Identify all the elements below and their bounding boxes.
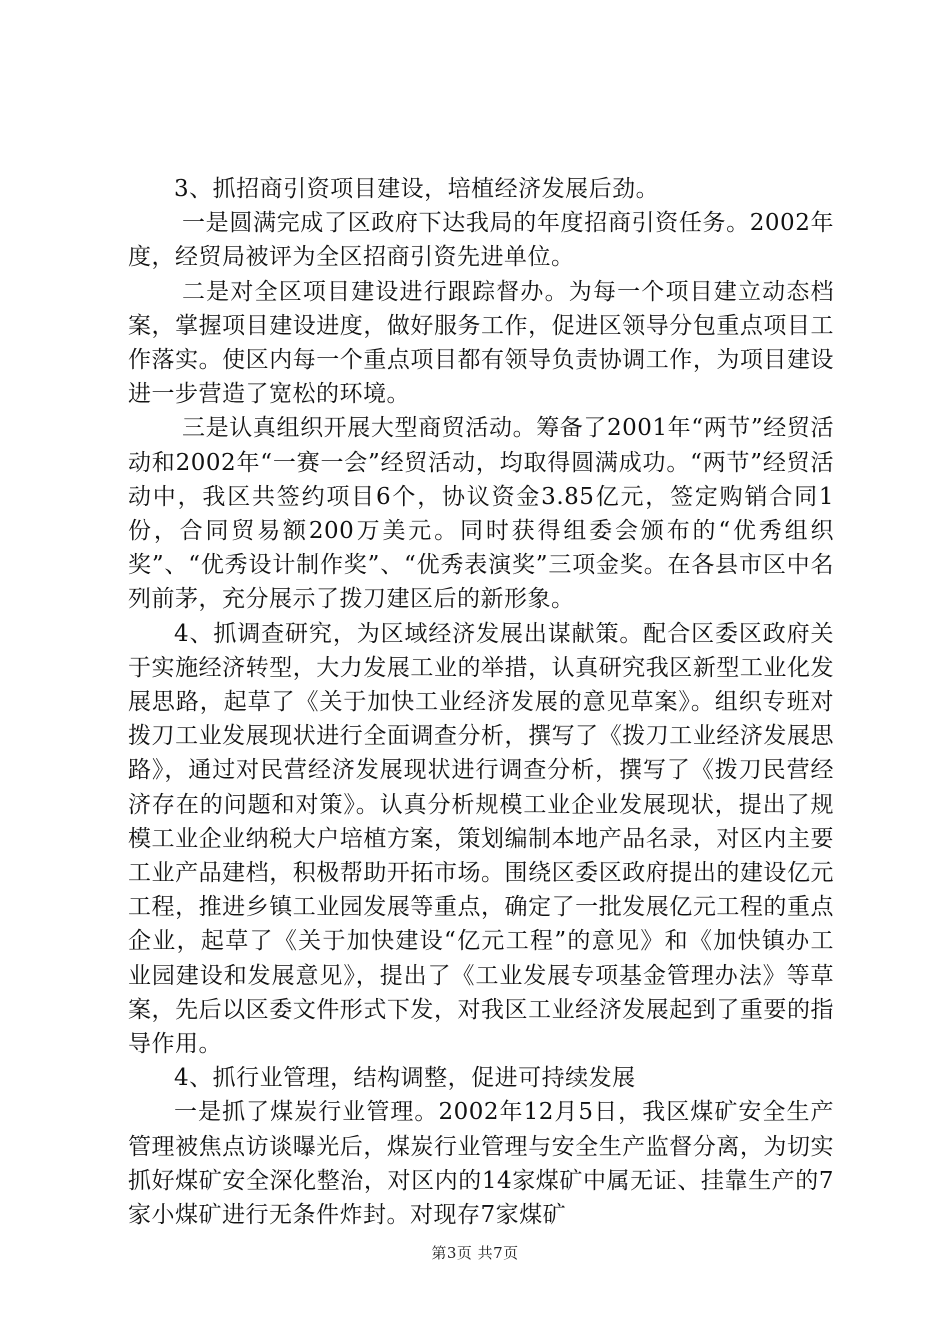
paragraph-heading-4: 4、抓行业管理，结构调整，促进可持续发展 — [174, 1065, 636, 1092]
paragraph-coal-management: 一是抓了煤炭行业管理。2002年12月5日，我区煤矿安全生产管理被焦点访谈曝光后，煤炭行业管理与安全生产监督分离，为切实抓好煤矿安全深化整治，对区内的14家煤矿中属无证、挂靠生产的7家小煤矿进行无条件炸封。对现存7家煤矿 — [128, 1099, 834, 1229]
paragraph-project-supervision: 二是对全区项目建设进行跟踪督办。为每一个项目建立动态档案，掌握项目建设进度，做好服务工作，促进区领导分包重点项目工作落实。使区内每一个重点项目都有领导负责协调工作，为项目建设进一步营造了宽松的环境。 — [128, 278, 834, 408]
page-number: 第3页 共7页 — [431, 1244, 519, 1262]
paragraph-trade-activities: 三是认真组织开展大型商贸活动。筹备了2001年“两节”经贸活动和2002年“一赛一会”经贸活动，均取得圆满成功。“两节”经贸活动中，我区共签约项目6个，协议资金3.85亿元，签定购销合同1份，合同贸易额200万美元。同时获得组委会颁布的“优秀组织奖”、“优秀设计制作奖”、“优秀表演奖”三项金奖。在各县市区中名列前茅，充分展示了拨刀建区后的新形象。 — [128, 415, 834, 613]
paragraph-research: 4、抓调查研究，为区域经济发展出谋献策。配合区委区政府关于实施经济转型，大力发展工业的举措，认真研究我区新型工业化发展思路，起草了《关于加快工业经济发展的意见草案》。组织专班对拨刀工业发展现状进行全面调查分析，撰写了《拨刀工业经济发展思路》，通过对民营经济发展现状进行调查分析，撰写了《拨刀民营经济存在的问题和对策》。认真分析规模工业企业发展现状，提出了规模工业企业纳税大户培植方案，策划编制本地产品名录，对区内主要工业产品建档，积极帮助开拓市场。围绕区委区政府提出的建设亿元工程，推进乡镇工业园发展等重点，确定了一批发展亿元工程的重点企业，起草了《关于加快建设“亿元工程”的意见》和《加快镇办工业园建设和发展意见》，提出了《工业发展专项基金管理办法》等草案，先后以区委文件形式下发，对我区工业经济发展起到了重要的指导作用。 — [128, 620, 834, 1058]
document-body — [128, 172, 834, 1232]
paragraph-investment-task: 一是圆满完成了区政府下达我局的年度招商引资任务。2002年度，经贸局被评为全区招商引资先进单位。 — [128, 210, 834, 271]
paragraph-heading-3: 3、抓招商引资项目建设，培植经济发展后劲。 — [174, 176, 660, 202]
